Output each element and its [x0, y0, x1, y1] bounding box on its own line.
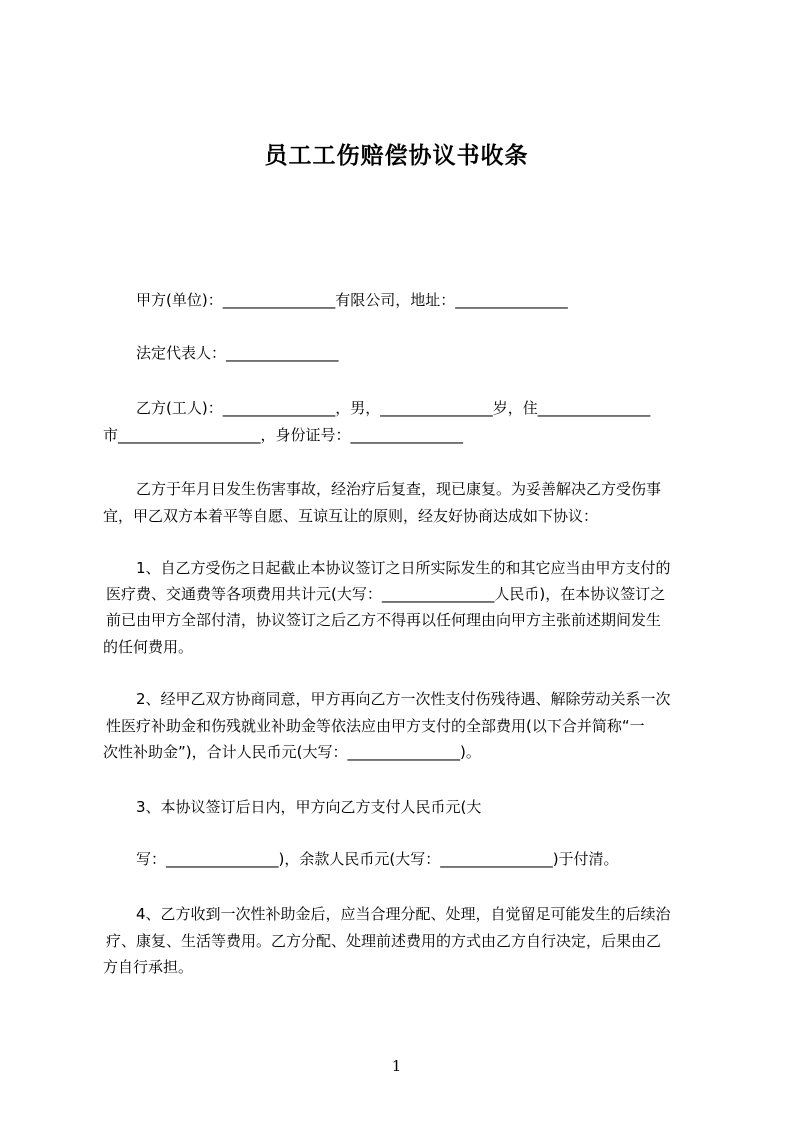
legal-representative-line: 法定代表人：_______________ — [136, 344, 339, 362]
paragraph-line: 性医疗补助金和伤残就业补助金等依法应由甲方支付的全部费用(以下合并简称“一 — [106, 717, 645, 735]
paragraph-line: 医疗费、交通费等各项费用共计元(大写：_______________人民币)，在本协议签订之 — [106, 585, 666, 603]
paragraph-line: 的任何费用。 — [103, 638, 194, 656]
paragraph-line: 次性补助金”)，合计人民币元(大写：_______________)。 — [103, 743, 481, 761]
page-number: 1 — [391, 1057, 402, 1075]
paragraph-line: 疗、康复、生活等费用。乙方分配、处理前述费用的方式由乙方自行决定，后果由乙 — [106, 932, 662, 950]
party-b-line: 乙方(工人)：_______________，男，_______________岁，住_______________ — [136, 399, 651, 417]
paragraph-line: 宜，甲乙双方本着平等自愿、互谅互让的原则，经友好协商达成如下协议： — [103, 507, 599, 525]
paragraph-line: 1、自乙方受伤之日起截止本协议签订之日所实际发生的和其它应当由甲方支付的 — [136, 559, 671, 577]
paragraph-line: 3、本协议签订后日内，甲方向乙方支付人民币元(大 — [136, 798, 482, 816]
document-title: 员工工伤赔偿协议书收条 — [264, 143, 529, 169]
paragraph-line: 前已由甲方全部付清，协议签订之后乙方不得再以任何理由向甲方主张前述期间发生 — [106, 611, 662, 629]
party-b-line: 市___________________，身份证号：_______________ — [103, 426, 464, 444]
party-a-line: 甲方(单位)：_______________有限公司，地址：_______________ — [136, 291, 568, 309]
paragraph-line: 写：_______________)，余款人民币元(大写：_______________)于付清。 — [136, 850, 619, 868]
paragraph-line: 2、经甲乙双方协商同意，甲方再向乙方一次性支付伤残待遇、解除劳动关系一次 — [136, 690, 671, 708]
paragraph-line: 4、乙方收到一次性补助金后，应当合理分配、处理，自觉留足可能发生的后续治 — [136, 905, 671, 923]
paragraph-line: 方自行承担。 — [103, 958, 194, 976]
paragraph-line: 乙方于年月日发生伤害事故，经治疗后复查，现已康复。为妥善解决乙方受伤事 — [136, 480, 662, 498]
